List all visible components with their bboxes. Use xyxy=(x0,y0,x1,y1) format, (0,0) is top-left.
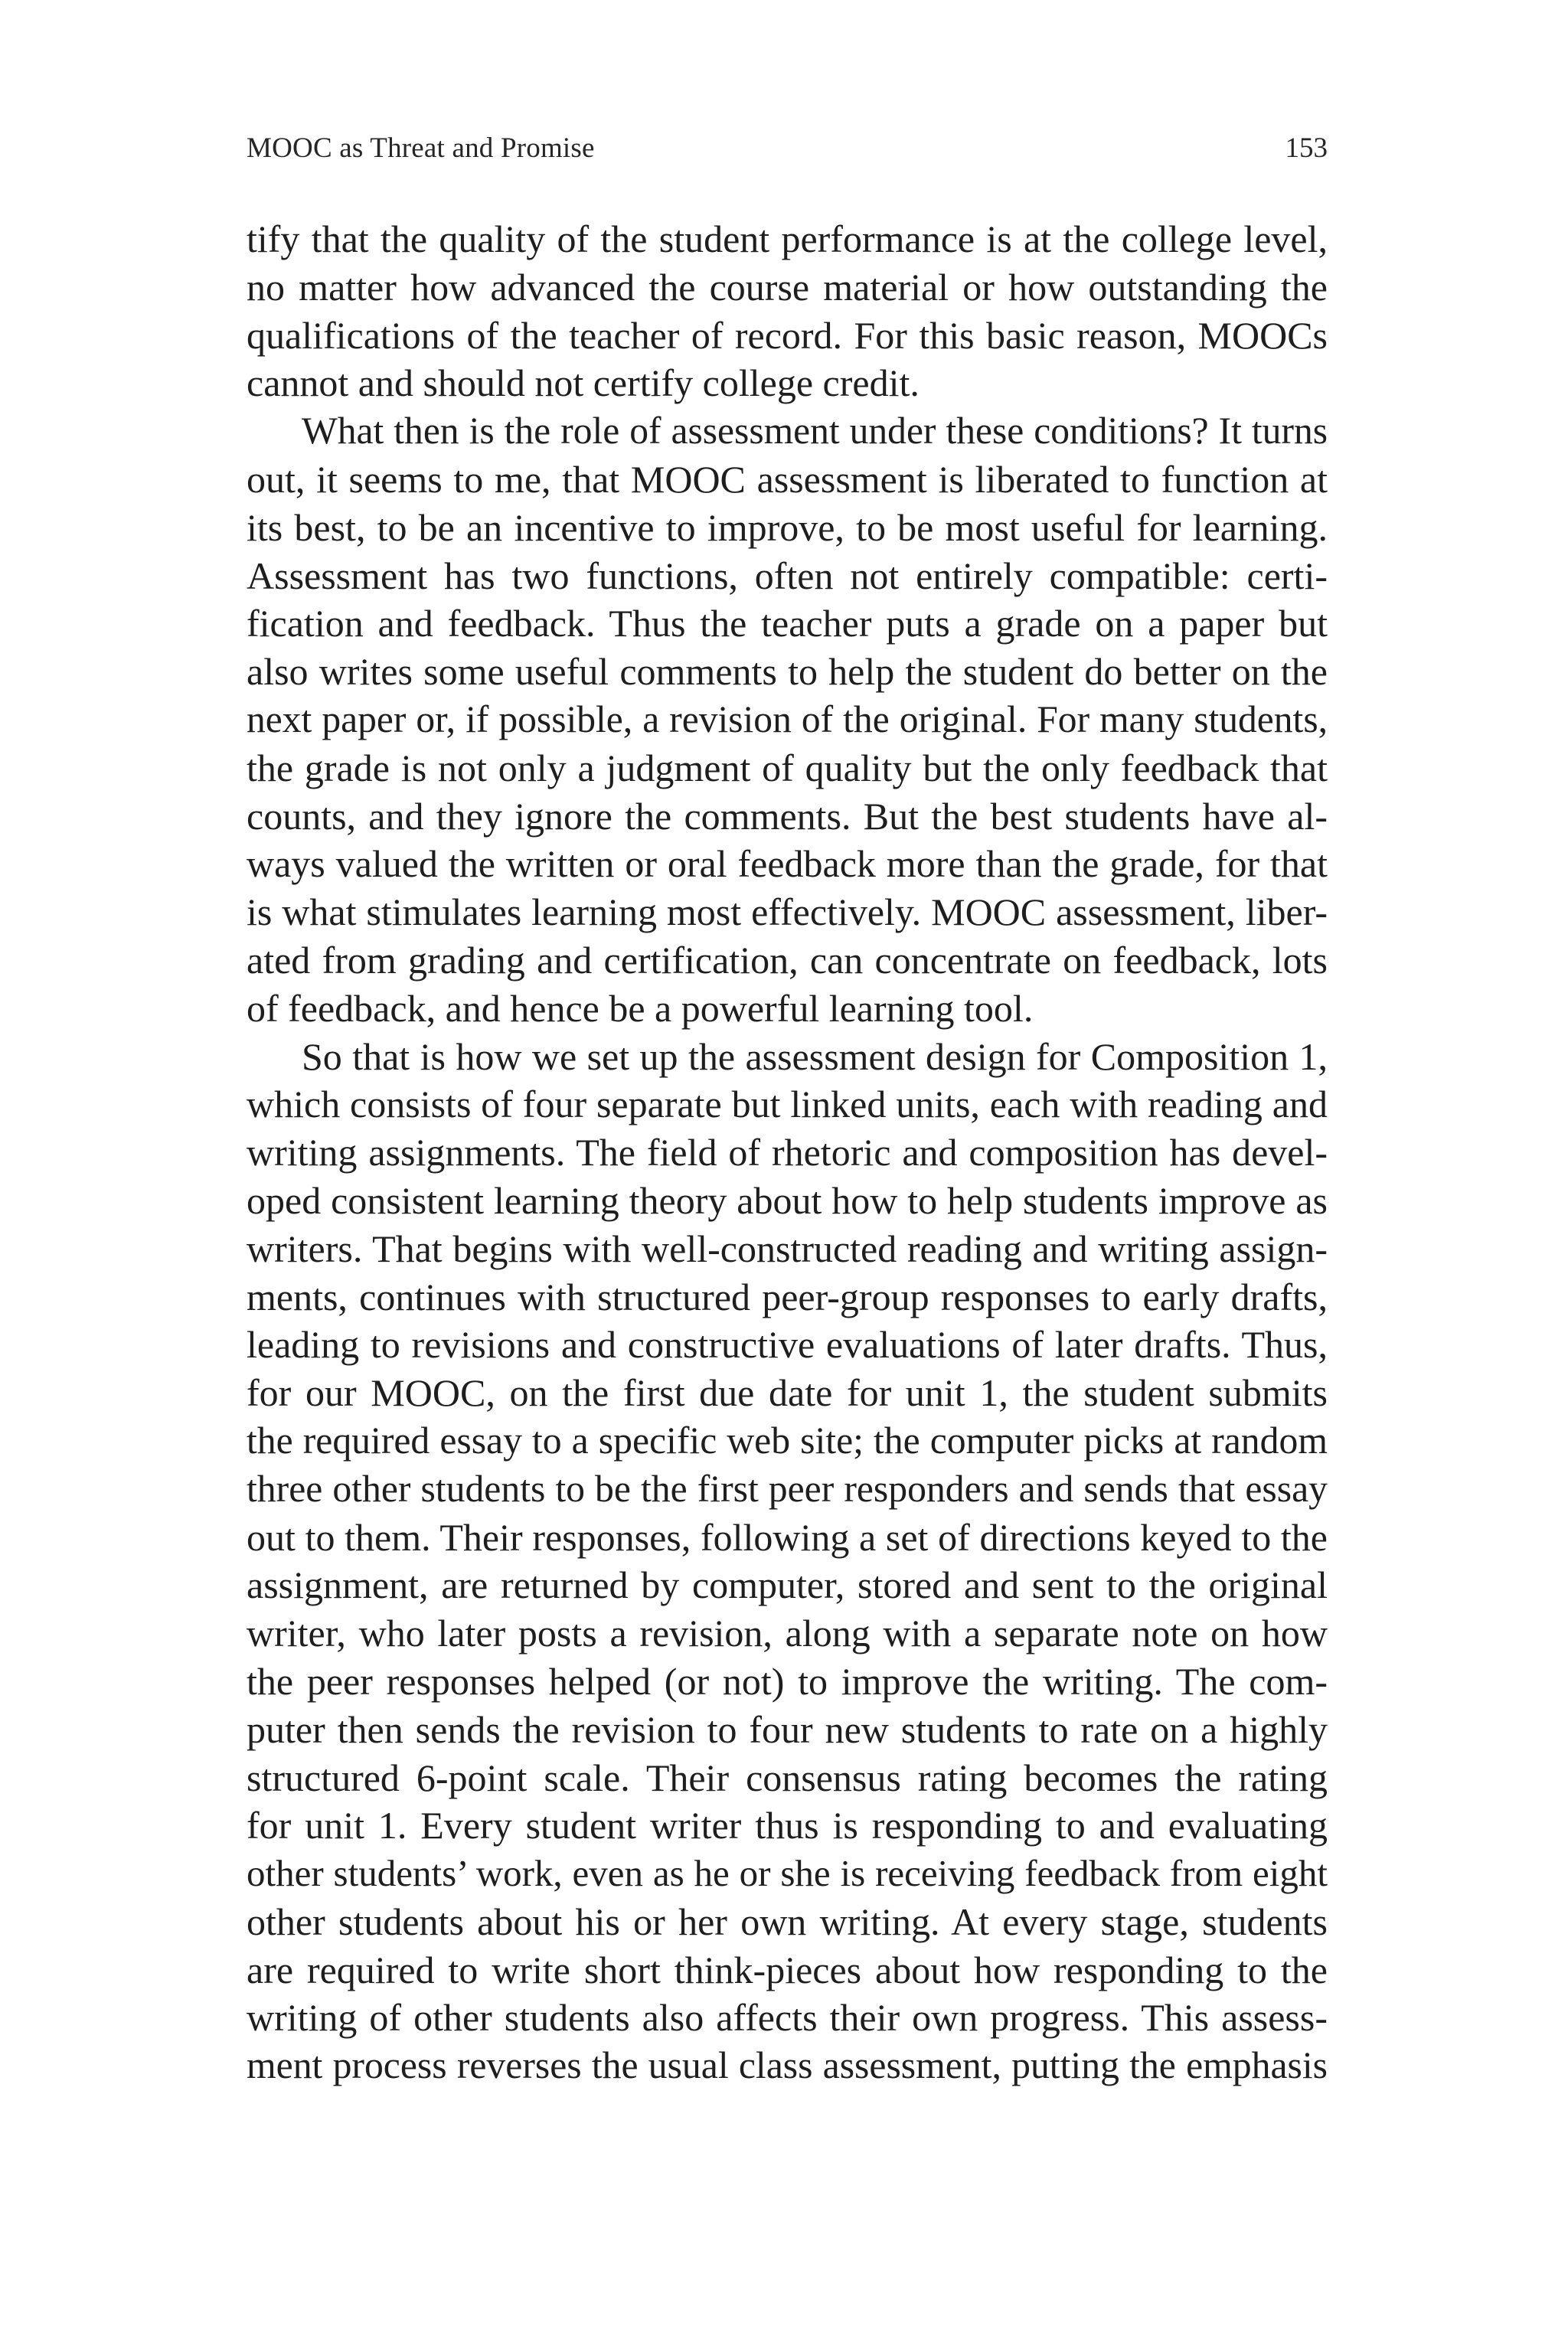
text-line: oped consistent learning theory about how to help students improve as xyxy=(247,1178,1328,1222)
text-line: ated from grading and certification, can concentrate on feedback, lots xyxy=(247,938,1328,982)
text-line: tify that the quality of the student performance is at the college level, xyxy=(247,217,1328,260)
text-line: ment process reverses the usual class assessment, putting the emphasis xyxy=(247,2044,1328,2087)
text-line: fication and feedback. Thus the teacher puts a grade on a paper but xyxy=(247,602,1328,645)
text-line: for unit 1. Every student writer thus is responding to and evaluating xyxy=(247,1804,1328,1847)
text-line: ways valued the written or oral feedback more than the grade, for that xyxy=(247,842,1328,886)
text-line: structured 6-point scale. Their consensus rating becomes the rating xyxy=(247,1756,1328,1799)
text-line: counts, and they ignore the comments. But the best students have al- xyxy=(247,794,1328,838)
text-line: the grade is not only a judgment of quality but the only feedback that xyxy=(247,746,1328,789)
page-number: 153 xyxy=(1285,132,1328,164)
text-line: the required essay to a specific web site; the computer picks at random xyxy=(247,1419,1328,1462)
running-title: MOOC as Threat and Promise xyxy=(247,132,595,164)
text-line: of feedback, and hence be a powerful learning tool. xyxy=(247,986,1034,1030)
text-line: cannot and should not certify college credit. xyxy=(247,361,920,405)
text-line: puter then sends the revision to four new students to rate on a highly xyxy=(247,1707,1328,1751)
text-line: which consists of four separate but linked units, each with reading and xyxy=(247,1083,1328,1126)
text-line: other students about his or her own writing. At every stage, students xyxy=(247,1900,1328,1943)
text-line: writing assignments. The field of rhetoric and composition has devel- xyxy=(247,1131,1328,1174)
text-line: also writes some useful comments to help the student do better on the xyxy=(247,650,1328,694)
text-line: its best, to be an incentive to improve, to be most useful for learning. xyxy=(247,505,1328,549)
text-line: out to them. Their responses, following a set of directions keyed to the xyxy=(247,1515,1328,1559)
text-line: the peer responses helped (or not) to improve the writing. The com- xyxy=(247,1659,1328,1703)
text-line: next paper or, if possible, a revision of the original. For many students, xyxy=(247,697,1328,740)
text-line: leading to revisions and constructive evaluations of later drafts. Thus, xyxy=(247,1323,1328,1367)
text-line: are required to write short think-pieces about how responding to the xyxy=(247,1948,1328,1991)
text-line: no matter how advanced the course material or how outstanding the xyxy=(247,265,1328,309)
running-head xyxy=(247,126,1328,172)
text-line: is what stimulates learning most effectively. MOOC assessment, liber- xyxy=(247,890,1328,934)
text-line: three other students to be the first peer responders and sends that essay xyxy=(247,1467,1328,1510)
body-text xyxy=(247,215,1328,2090)
text-line: ments, continues with structured peer-group responses to early drafts, xyxy=(247,1275,1328,1318)
text-line: So that is how we set up the assessment design for Composition 1, xyxy=(302,1034,1328,1078)
text-line: What then is the role of assessment under these conditions? It turns xyxy=(302,410,1328,452)
text-line: qualifications of the teacher of record. For this basic reason, MOOCs xyxy=(247,313,1328,357)
text-line: other students’ work, even as he or she is receiving feedback from eight xyxy=(247,1852,1328,1895)
text-line: writer, who later posts a revision, along with a separate note on how xyxy=(247,1612,1328,1655)
text-line: for our MOOC, on the first due date for unit 1, the student submits xyxy=(247,1371,1328,1415)
text-line: Assessment has two functions, often not entirely compatible: certi- xyxy=(247,554,1328,597)
text-line: out, it seems to me, that MOOC assessment is liberated to function at xyxy=(247,457,1328,501)
text-line: assignment, are returned by computer, stored and sent to the original xyxy=(247,1563,1328,1607)
text-line: writers. That begins with well-constructed reading and writing assign- xyxy=(247,1227,1328,1270)
text-line: writing of other students also affects their own progress. This assess- xyxy=(247,1996,1328,2040)
